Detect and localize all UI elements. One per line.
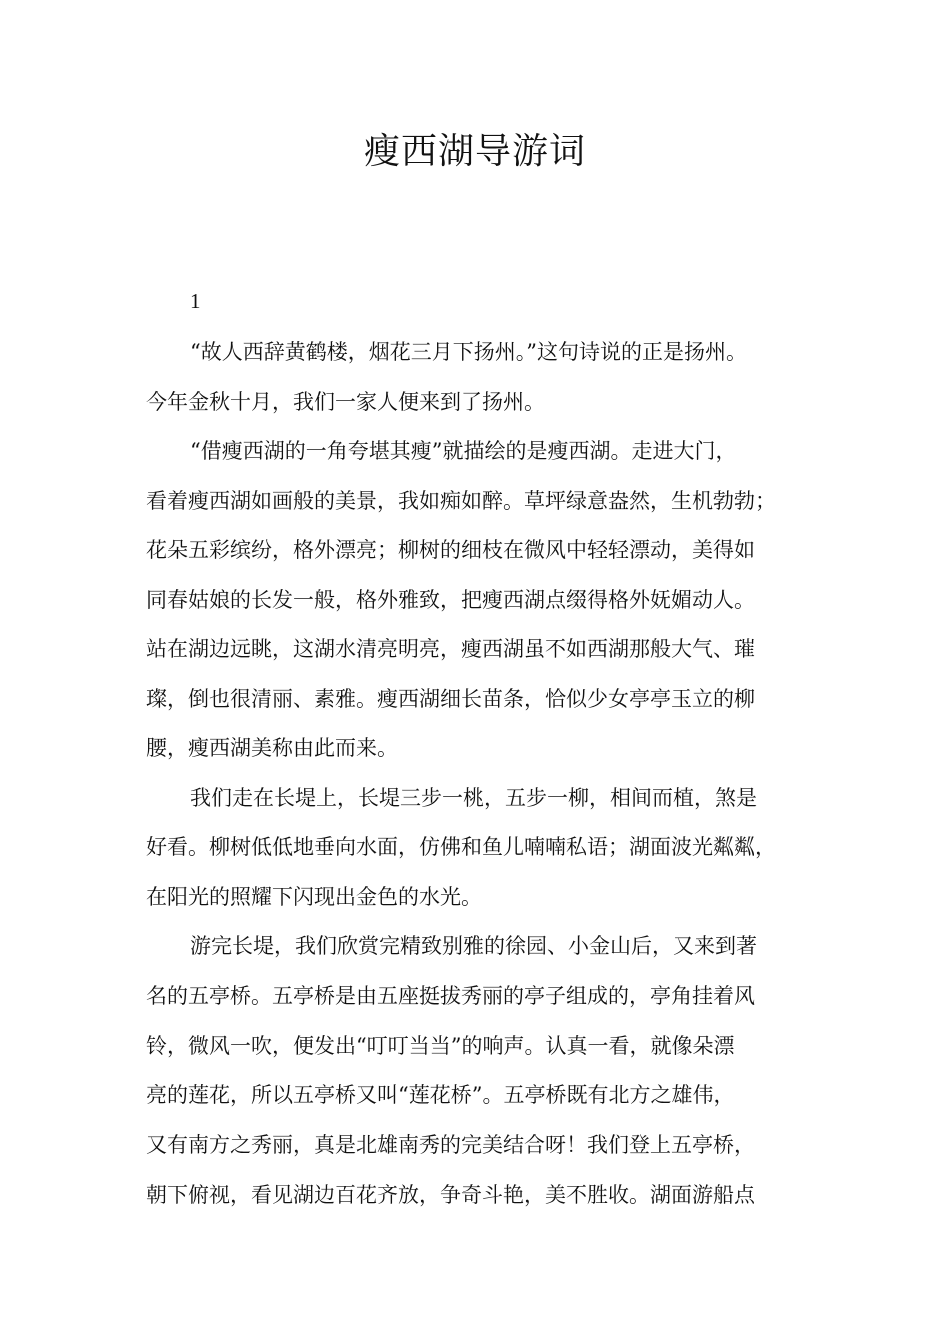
- body-line: 名的五亭桥。五亭桥是由五座挺拔秀丽的亭子组成的，亭角挂着风: [146, 984, 755, 1008]
- document-title: 瘦西湖导游词: [363, 131, 586, 172]
- body-line: 亮的莲花，所以五亭桥又叫“莲花桥”。五亭桥既有北方之雄伟，: [146, 1083, 735, 1107]
- body-line: 又有南方之秀丽，真是北雄南秀的完美结合呀！我们登上五亭桥，: [146, 1133, 755, 1157]
- body-line: 同春姑娘的长发一般，格外雅致，把瘦西湖点缀得格外妩媚动人。: [146, 588, 755, 612]
- body-line: 朝下俯视，看见湖边百花齐放，争奇斗艳，美不胜收。湖面游船点: [146, 1183, 755, 1207]
- body-line: 站在湖边远眺，这湖水清亮明亮，瘦西湖虽不如西湖那般大气、璀: [146, 637, 755, 661]
- body-line: 我们走在长堤上，长堤三步一桃，五步一柳，相间而植，煞是: [190, 786, 757, 810]
- section-number: 1: [190, 289, 201, 313]
- body-line: “借瘦西湖的一角夸堪其瘦”就描绘的是瘦西湖。走进大门，: [190, 439, 737, 463]
- body-line: 花朵五彩缤纷，格外漂亮；柳树的细枝在微风中轻轻漂动，美得如: [146, 538, 755, 562]
- body-line: “故人西辞黄鹤楼，烟花三月下扬州。”这句诗说的正是扬州。: [190, 340, 747, 364]
- body-line: 在阳光的照耀下闪现出金色的水光。: [146, 885, 482, 909]
- body-line: 铃，微风一吹，便发出“叮叮当当”的响声。认真一看，就像朵漂: [146, 1034, 735, 1058]
- body-line: 游完长堤，我们欣赏完精致别雅的徐园、小金山后，又来到著: [190, 934, 757, 958]
- body-line: 腰，瘦西湖美称由此而来。: [146, 736, 398, 760]
- body-line: 好看。柳树低低地垂向水面，仿佛和鱼儿喃喃私语；湖面波光粼粼，: [146, 835, 776, 859]
- body-line: 看着瘦西湖如画般的美景，我如痴如醉。草坪绿意盎然，生机勃勃；: [146, 489, 776, 513]
- body-line: 璨，倒也很清丽、素雅。瘦西湖细长苗条，恰似少女亭亭玉立的柳: [146, 687, 755, 711]
- body-line: 今年金秋十月，我们一家人便来到了扬州。: [146, 390, 545, 414]
